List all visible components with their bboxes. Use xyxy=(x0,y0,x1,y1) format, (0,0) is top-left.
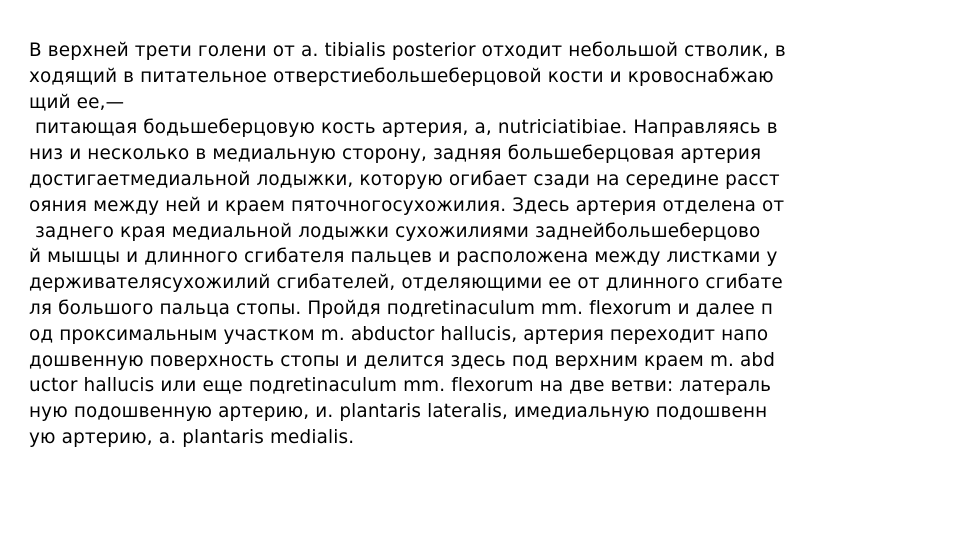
text-line-16: ую артерию, a. plantaris medialis. xyxy=(29,426,355,448)
text-line-4: питающая бодьшеберцовую кость артерия, a, nutriciatibiae. Направляясь в xyxy=(29,117,778,139)
body-text xyxy=(29,38,939,451)
text-line-8: заднего края медиальной лодыжки сухожилиями заднейбольшеберцово xyxy=(29,220,761,242)
text-line-3: щий ее,— xyxy=(29,91,125,113)
text-line-10: держивателясухожилий сгибателей, отделяющими ее от длинного сгибате xyxy=(29,272,783,294)
text-line-9: й мышцы и длинного сгибателя пальцев и расположена между листками у xyxy=(29,246,778,268)
text-line-6: достигаетмедиальной лодыжки, которую огибает сзади на середине расст xyxy=(29,168,780,190)
text-line-14: uctor hallucis или еще подretinaculum mm. flexorum на две ветви: латераль xyxy=(29,375,772,397)
text-line-15: ную подошвенную артерию, и. plantaris lateralis, имедиальную подошвенн xyxy=(29,401,768,423)
text-line-13: дошвенную поверхность стопы и делится здесь под верхним краем m. abd xyxy=(29,349,776,371)
text-line-11: ля большого пальца стопы. Пройдя подretinaculum mm. flexorum и далее п xyxy=(29,297,774,319)
text-line-5: низ и несколько в медиальную сторону, задняя большеберцовая артерия xyxy=(29,143,762,165)
text-line-7: ояния между ней и краем пяточногосухожилия. Здесь артерия отделена от xyxy=(29,194,785,216)
text-line-12: од проксимальным участком m. abductor hallucis, артерия переходит напо xyxy=(29,323,769,345)
text-line-1: В верхней трети голени от a. tibialis posterior отходит небольшой стволик, в xyxy=(29,40,786,61)
text-line-2: ходящий в питательное отверстиебольшеберцовой кости и кровоснабжаю xyxy=(29,65,774,87)
